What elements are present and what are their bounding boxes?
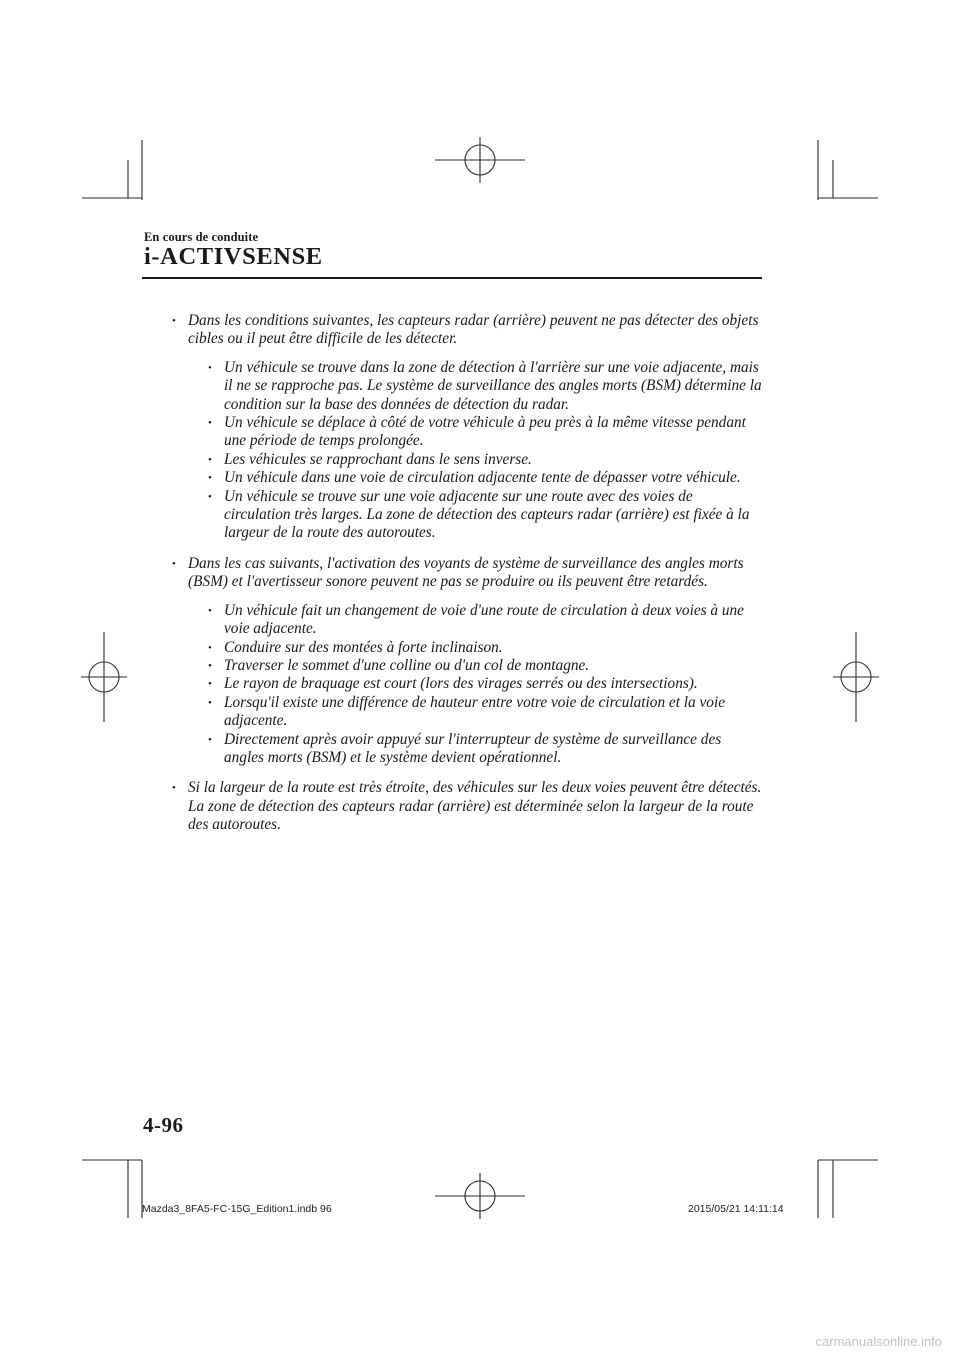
list-item-text: Si la largeur de la route est très étroite, des véhicules sur les deux voies peuvent être détectés. La zone de détection des capteurs radar (arrière) est déterminée selon la largeur de la route des autoroutes.: [188, 779, 762, 834]
crop-mark-top-right: [818, 140, 878, 200]
crop-mark-bottom-right: [818, 1160, 878, 1218]
registration-target-left: [81, 632, 127, 722]
watermark: carmanualsonline.info: [815, 1334, 942, 1349]
sub-list-item: • Un véhicule dans une voie de circulation adjacente tente de dépasser votre véhicule.: [208, 469, 741, 487]
sub-list-item: • Les véhicules se rapprochant dans le sens inverse.: [208, 450, 532, 468]
bullet-icon: •: [208, 696, 212, 709]
sub-list-item: • Traverser le sommet d'une colline ou d'un col de montagne.: [208, 656, 590, 674]
bullet-icon: •: [208, 417, 212, 430]
list-item: [172, 312, 762, 543]
title-divider: [142, 277, 762, 279]
sub-list-item: • Conduire sur des montées à forte inclinaison.: [208, 638, 503, 656]
bullet-icon: •: [172, 315, 176, 327]
sub-list: [188, 602, 762, 768]
bullet-list: [172, 312, 762, 847]
bullet-icon: •: [208, 361, 212, 374]
registration-target-bottom: [435, 1173, 525, 1219]
bullet-icon: •: [208, 678, 212, 691]
sub-list-item: • Un véhicule se déplace à côté de votre véhicule à peu près à la même vitesse pendant une période de temps prolongée.: [208, 414, 746, 450]
registration-target-right: [833, 632, 879, 722]
bullet-icon: •: [208, 733, 212, 746]
crop-mark-top-left: [82, 140, 142, 200]
list-item-text: Dans les cas suivants, l'activation des voyants de système de surveillance des angles morts (BSM) et l'avertisseur sonore peuvent ne pas se produire ou ils peuvent être retardés.: [188, 554, 744, 591]
print-file-info: Mazda3_8FA5-FC-15G_Edition1.indb 96: [142, 1203, 332, 1215]
bullet-icon: •: [208, 659, 212, 672]
sub-list: [188, 359, 762, 543]
bullet-icon: •: [208, 641, 212, 654]
bullet-icon: •: [208, 490, 212, 503]
registration-target-top: [435, 137, 525, 183]
sub-list-item: • Directement après avoir appuyé sur l'interrupteur de système de surveillance des angles morts (BSM) et le système devient opérationnel.: [208, 730, 722, 766]
sub-list-item: • Le rayon de braquage est court (lors des virages serrés ou des intersections).: [208, 675, 698, 693]
sub-list-item: • Un véhicule se trouve dans la zone de détection à l'arrière sur une voie adjacente, mais il ne se rapproche pas. Le système de surveillance des angles morts (BSM) détermine la condition sur la base des données de détection du radar.: [208, 358, 762, 413]
sub-list-item: • Un véhicule se trouve sur une voie adjacente sur une route avec des voies de circulation très larges. La zone de détection des capteurs radar (arrière) est fixée à la largeur de la route des autoroutes.: [208, 487, 750, 542]
sub-list-item: • Un véhicule fait un changement de voie d'une route de circulation à deux voies à une voie adjacente.: [208, 601, 744, 638]
section-label: En cours de conduite: [144, 230, 259, 244]
bullet-icon: •: [208, 604, 212, 617]
sub-list-item: • Lorsqu'il existe une différence de hauteur entre votre voie de circulation et la voie adjacente.: [208, 693, 725, 730]
list-item-text: Dans les conditions suivantes, les capteurs radar (arrière) peuvent ne pas détecter des objets cibles ou il peut être difficile de les détecter.: [188, 312, 759, 348]
bullet-icon: •: [172, 557, 176, 570]
page-title: i-ACTIVSENSE: [144, 243, 323, 270]
bullet-icon: •: [208, 472, 212, 485]
list-item: [172, 555, 762, 767]
bullet-icon: •: [208, 453, 212, 466]
list-item: [172, 779, 762, 834]
bullet-icon: •: [172, 782, 176, 795]
print-timestamp: 2015/05/21 14:11:14: [688, 1203, 784, 1215]
page-number: 4-96: [143, 1113, 184, 1137]
crop-mark-bottom-left: [82, 1160, 142, 1218]
